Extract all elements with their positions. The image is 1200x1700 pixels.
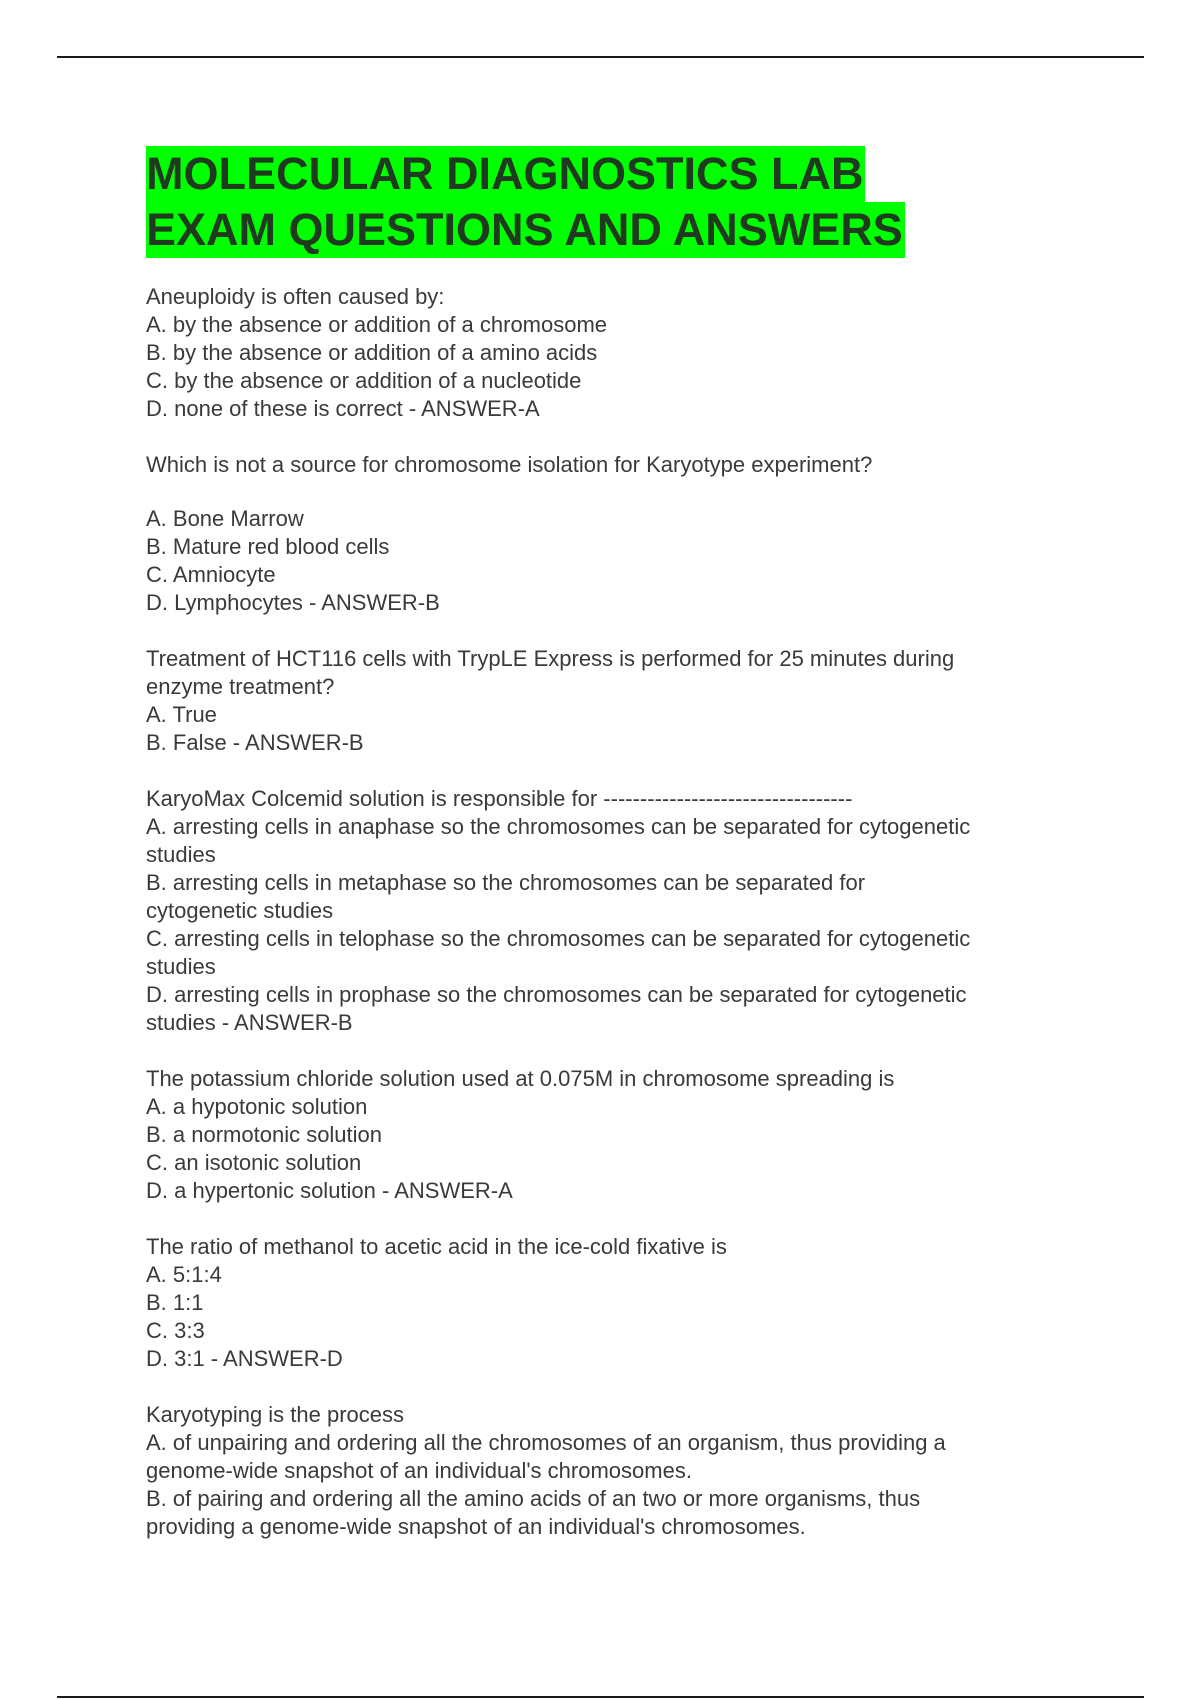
document-title [146, 146, 1146, 258]
question-block [146, 283, 1066, 423]
question-text: The potassium chloride solution used at 0.075M in chromosome spreading is [146, 1066, 895, 1091]
question-block [146, 645, 1066, 757]
answer-option: C. 3:3 [146, 1318, 205, 1343]
question-block [146, 1065, 1066, 1205]
question-text: Which is not a source for chromosome isolation for Karyotype experiment? [146, 452, 873, 477]
bottom-rule [57, 1696, 1144, 1698]
title-line-2: EXAM QUESTIONS AND ANSWERS [146, 202, 905, 258]
answer-option: enzyme treatment? [146, 674, 335, 699]
answer-option: D. arresting cells in prophase so the chromosomes can be separated for cytogenetic [146, 982, 967, 1007]
question-list [146, 283, 1066, 1569]
answer-option: A. Bone Marrow [146, 506, 304, 531]
answer-option: A. by the absence or addition of a chromosome [146, 312, 608, 337]
question-block [146, 451, 1066, 617]
question-text: KaryoMax Colcemid solution is responsible for ---------------------------------- [146, 786, 853, 811]
question-block [146, 785, 1066, 1037]
answer-option: B. arresting cells in metaphase so the chromosomes can be separated for [146, 870, 866, 895]
answer-option: A. a hypotonic solution [146, 1094, 368, 1119]
answer-option: B. 1:1 [146, 1290, 204, 1315]
answer-option: D. 3:1 - ANSWER-D [146, 1346, 343, 1371]
question-text: Karyotyping is the process [146, 1402, 405, 1427]
answer-option: providing a genome-wide snapshot of an individual's chromosomes. [146, 1514, 806, 1539]
question-block [146, 1233, 1066, 1373]
answer-option: A. of unpairing and ordering all the chromosomes of an organism, thus providing a [146, 1430, 946, 1455]
answer-option: B. False - ANSWER-B [146, 730, 364, 755]
answer-option: C. arresting cells in telophase so the chromosomes can be separated for cytogenetic [146, 926, 971, 951]
answer-option: studies [146, 842, 216, 867]
answer-option: studies - ANSWER-B [146, 1010, 353, 1035]
title-line-1: MOLECULAR DIAGNOSTICS LAB [146, 146, 865, 202]
answer-option: B. Mature red blood cells [146, 534, 390, 559]
question-text: The ratio of methanol to acetic acid in the ice-cold fixative is [146, 1234, 727, 1259]
answer-option: A. arresting cells in anaphase so the chromosomes can be separated for cytogenetic [146, 814, 971, 839]
question-block [146, 1401, 1066, 1541]
answer-option: D. none of these is correct - ANSWER-A [146, 396, 540, 421]
answer-option: B. of pairing and ordering all the amino acids of an two or more organisms, thus [146, 1486, 921, 1511]
answer-option: C. by the absence or addition of a nucleotide [146, 368, 582, 393]
answer-option: B. a normotonic solution [146, 1122, 383, 1147]
question-text: Aneuploidy is often caused by: [146, 284, 445, 309]
top-rule [57, 56, 1144, 58]
answer-option: A. 5:1:4 [146, 1262, 222, 1287]
question-text: Treatment of HCT116 cells with TrypLE Express is performed for 25 minutes during [146, 646, 955, 671]
answer-option: C. an isotonic solution [146, 1150, 362, 1175]
spacer [146, 479, 1066, 505]
answer-option: cytogenetic studies [146, 898, 334, 923]
answer-option: A. True [146, 702, 217, 727]
answer-option: studies [146, 954, 216, 979]
answer-option: B. by the absence or addition of a amino acids [146, 340, 598, 365]
answer-option: D. a hypertonic solution - ANSWER-A [146, 1178, 513, 1203]
answer-option: C. Amniocyte [146, 562, 276, 587]
answer-option: D. Lymphocytes - ANSWER-B [146, 590, 440, 615]
answer-option: genome-wide snapshot of an individual's chromosomes. [146, 1458, 692, 1483]
